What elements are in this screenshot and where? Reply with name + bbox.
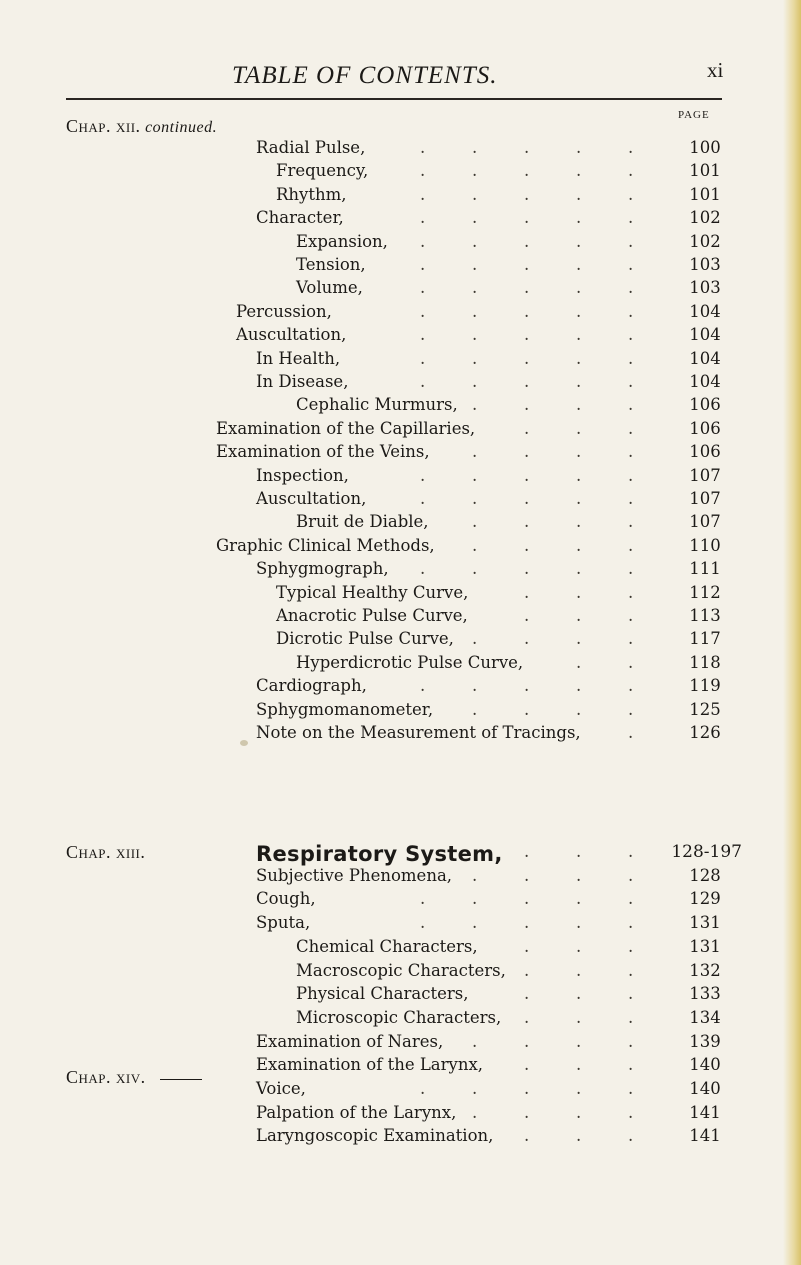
folio: xi <box>707 58 724 82</box>
toc-entry-title: Sputa, <box>256 913 311 933</box>
leader-dot: . <box>524 699 530 719</box>
leader-dot: . <box>420 161 426 181</box>
leader-dot: . <box>472 231 478 251</box>
leader-dot: . <box>628 418 634 438</box>
leader-dot: . <box>576 652 582 672</box>
leader-dot: . <box>576 348 582 368</box>
leader-dot: . <box>472 465 478 485</box>
leader-dot: . <box>524 395 530 415</box>
toc-entry-page: 128-197 <box>671 842 742 862</box>
leader-dot: . <box>524 512 530 532</box>
toc-entry-title: Cephalic Murmurs, <box>296 395 458 415</box>
toc-entry <box>0 984 801 1008</box>
leader-dot: . <box>628 442 634 462</box>
toc-entry <box>0 372 801 396</box>
toc-entry-page: 107 <box>689 489 721 508</box>
leader-dot: . <box>628 535 634 555</box>
toc-entry-title: Graphic Clinical Methods, <box>216 535 435 555</box>
toc-entry <box>0 653 801 677</box>
leader-dot: . <box>524 582 530 602</box>
toc-entry <box>0 232 801 256</box>
toc-entry-page: 140 <box>689 1079 721 1098</box>
toc-entry-page: 139 <box>689 1031 721 1051</box>
leader-dot: . <box>472 255 478 274</box>
toc-entry <box>0 325 801 349</box>
toc-entry-page: 100 <box>689 138 721 157</box>
toc-entry-page: 103 <box>689 278 721 298</box>
leader-dot: . <box>628 1079 634 1098</box>
leader-dot: . <box>576 301 582 321</box>
leader-dot: . <box>628 138 634 157</box>
toc-entry <box>0 961 801 985</box>
toc-entry-page: 119 <box>689 676 721 696</box>
toc-entry-page: 107 <box>689 512 721 532</box>
leader-dot: . <box>628 984 634 1004</box>
toc-entry-page: 118 <box>689 652 721 672</box>
leader-dot: . <box>576 1055 582 1075</box>
toc-entry-page: 126 <box>689 723 721 742</box>
toc-entry-title: Rhythm, <box>276 184 347 204</box>
page-title: TABLE OF CONTENTS. <box>232 62 498 89</box>
leader-dot: . <box>524 889 530 909</box>
toc-entry-page: 141 <box>689 1102 721 1122</box>
leader-dot: . <box>420 1079 426 1098</box>
leader-dot: . <box>628 325 634 345</box>
toc-entry-page: 131 <box>689 936 721 956</box>
leader-dot: . <box>524 301 530 321</box>
leader-dot: . <box>524 1079 530 1098</box>
toc-entry-title: Macroscopic Characters, <box>296 960 506 980</box>
leader-dot: . <box>576 865 582 885</box>
leader-dot: . <box>576 489 582 508</box>
leader-dot: . <box>420 231 426 251</box>
toc-entry-page: 102 <box>689 208 721 228</box>
leader-dot: . <box>420 208 426 228</box>
chapter-number: Chap. xiv. <box>66 1067 146 1087</box>
leader-dot: . <box>628 278 634 298</box>
toc-entry-title: Cough, <box>256 889 316 909</box>
toc-entry <box>0 1032 801 1056</box>
chapter-continued: continued. <box>145 119 218 136</box>
leader-dot: . <box>576 395 582 415</box>
toc-entry-title: Radial Pulse, <box>256 138 366 157</box>
toc-entry-title: Subjective Phenomena, <box>256 865 453 885</box>
toc-entry-title: Cardiograph, <box>256 676 367 696</box>
leader-dot: . <box>576 1126 582 1146</box>
leader-dot: . <box>524 161 530 181</box>
leader-dot: . <box>472 184 478 204</box>
leader-dot: . <box>524 1055 530 1075</box>
toc-entry-title: Anacrotic Pulse Curve, <box>276 606 468 625</box>
leader-dot: . <box>420 489 426 508</box>
leader-dot: . <box>628 582 634 602</box>
leader-dot: . <box>524 559 530 579</box>
toc-entry <box>0 723 801 747</box>
toc-entry-title: Percussion, <box>236 301 332 321</box>
toc-entry <box>0 889 801 913</box>
leader-dot: . <box>628 208 634 228</box>
toc-entry-title: Physical Characters, <box>296 984 469 1004</box>
leader-dot: . <box>628 652 634 672</box>
toc-entry-title: Examination of Nares, <box>256 1031 444 1051</box>
leader-dot: . <box>628 936 634 956</box>
leader-dot: . <box>524 936 530 956</box>
toc-entry <box>0 349 801 373</box>
toc-entry-page: 107 <box>689 465 721 485</box>
toc-entry <box>0 185 801 209</box>
toc-entry-title: Sphygmograph, <box>256 559 389 579</box>
toc-entry-title: Voice, <box>256 1079 306 1098</box>
leader-dot: . <box>472 559 478 579</box>
leader-dot: . <box>524 208 530 228</box>
leader-dot: . <box>420 465 426 485</box>
leader-dot: . <box>576 535 582 555</box>
leader-dot: . <box>576 184 582 204</box>
leader-dot: . <box>576 325 582 345</box>
head-rule <box>66 98 722 100</box>
toc-entry-title: Palpation of the Larynx, <box>256 1102 457 1122</box>
toc-entry-page: 131 <box>689 913 721 933</box>
chapter-number: Chap. xii. <box>66 116 141 136</box>
toc-entry-title: Tension, <box>296 255 366 274</box>
toc-entry <box>0 1079 801 1103</box>
toc-entry-title: Inspection, <box>256 465 349 485</box>
leader-dot: . <box>628 184 634 204</box>
leader-dot: . <box>628 1007 634 1027</box>
leader-dot: . <box>472 325 478 345</box>
leader-dot: . <box>420 348 426 368</box>
leader-dot: . <box>628 960 634 980</box>
toc-entry-page: 103 <box>689 255 721 274</box>
leader-dot: . <box>472 699 478 719</box>
leader-dot: . <box>628 723 634 742</box>
leader-dot: . <box>524 1031 530 1051</box>
leader-dot: . <box>472 512 478 532</box>
toc-entry-title: In Disease, <box>256 372 349 391</box>
leader-dot: . <box>576 208 582 228</box>
toc-entry-page: 141 <box>689 1126 721 1146</box>
leader-dot: . <box>472 629 478 649</box>
toc-entry <box>0 278 801 302</box>
toc-entry <box>0 1103 801 1127</box>
toc-entry <box>0 161 801 185</box>
leader-dot: . <box>576 442 582 462</box>
toc-entry <box>0 606 801 630</box>
toc-entry-page: 113 <box>689 606 721 625</box>
toc-entry <box>0 866 801 890</box>
chapter-label-xii <box>66 116 217 137</box>
leader-dot: . <box>628 699 634 719</box>
toc-entry <box>0 512 801 536</box>
leader-dot: . <box>524 278 530 298</box>
toc-entry <box>0 913 801 937</box>
leader-dot: . <box>576 913 582 933</box>
toc-entry <box>0 419 801 443</box>
leader-dot: . <box>472 348 478 368</box>
toc-entry-title: Volume, <box>296 278 363 298</box>
leader-dot: . <box>524 960 530 980</box>
leader-dot: . <box>472 278 478 298</box>
leader-dot: . <box>420 913 426 933</box>
toc-entry-page: 110 <box>689 535 721 555</box>
leader-dot: . <box>472 301 478 321</box>
toc-entry-page: 128 <box>689 865 721 885</box>
toc-entry-page: 102 <box>689 231 721 251</box>
leader-dot: . <box>576 138 582 157</box>
leader-dot: . <box>420 255 426 274</box>
leader-dot: . <box>576 889 582 909</box>
leader-dot: . <box>524 325 530 345</box>
leader-dot: . <box>628 865 634 885</box>
leader-dot: . <box>628 1031 634 1051</box>
toc-entry <box>0 937 801 961</box>
toc-entry <box>0 442 801 466</box>
leader-dot: . <box>524 418 530 438</box>
leader-dot: . <box>524 465 530 485</box>
toc-entry-title: Dicrotic Pulse Curve, <box>276 629 454 649</box>
toc-entry-page: 104 <box>689 301 721 321</box>
leader-dot: . <box>472 1079 478 1098</box>
leader-dot: . <box>576 842 582 861</box>
toc-entry <box>0 676 801 700</box>
leader-dot: . <box>420 372 426 391</box>
leader-dot: . <box>524 1007 530 1027</box>
toc-entry <box>0 629 801 653</box>
leader-dot: . <box>628 395 634 415</box>
leader-dot: . <box>472 138 478 157</box>
toc-entry-page: 140 <box>689 1055 721 1075</box>
toc-entry-page: 125 <box>689 699 721 719</box>
toc-entry-title: Auscultation, <box>256 489 367 508</box>
leader-dot: . <box>420 559 426 579</box>
leader-dot: . <box>420 278 426 298</box>
leader-dot: . <box>628 676 634 696</box>
leader-dot: . <box>576 1079 582 1098</box>
leader-dot: . <box>524 984 530 1004</box>
leader-dot: . <box>576 629 582 649</box>
toc-entry <box>0 583 801 607</box>
leader-dot: . <box>472 1031 478 1051</box>
leader-dot: . <box>576 465 582 485</box>
leader-dot: . <box>472 372 478 391</box>
leader-dot: . <box>472 489 478 508</box>
leader-dot: . <box>628 889 634 909</box>
leader-dot: . <box>576 699 582 719</box>
leader-dot: . <box>472 395 478 415</box>
leader-dot: . <box>576 1102 582 1122</box>
leader-dot: . <box>524 629 530 649</box>
toc-entry-title: Note on the Measurement of Tracings, <box>256 723 581 742</box>
leader-dot: . <box>628 231 634 251</box>
leader-dot: . <box>576 418 582 438</box>
leader-dot: . <box>576 1031 582 1051</box>
leader-dot: . <box>628 842 634 861</box>
toc-entry-title: Typical Healthy Curve, <box>276 582 469 602</box>
page-column-label: PAGE <box>678 109 710 121</box>
toc-entry <box>0 395 801 419</box>
toc-entry-title: Examination of the Capillaries, <box>216 418 476 438</box>
leader-dot: . <box>628 161 634 181</box>
toc-entry-title: In Health, <box>256 348 341 368</box>
toc-entry-title: Bruit de Diable, <box>296 512 429 532</box>
toc-entry-title: Auscultation, <box>236 325 347 345</box>
leader-dot: . <box>472 442 478 462</box>
section-title: Respiratory System, <box>256 842 503 866</box>
toc-entry-page: 101 <box>689 184 721 204</box>
paper-stain <box>240 740 248 746</box>
toc-entry <box>0 208 801 232</box>
toc-entry-page: 112 <box>689 582 721 602</box>
leader-dot: . <box>576 255 582 274</box>
leader-dot: . <box>524 184 530 204</box>
leader-dot: . <box>420 676 426 696</box>
leader-dot: . <box>628 1102 634 1122</box>
leader-dot: . <box>472 161 478 181</box>
leader-dot: . <box>576 231 582 251</box>
leader-dot: . <box>472 208 478 228</box>
leader-dot: . <box>628 559 634 579</box>
leader-dot: . <box>576 1007 582 1027</box>
leader-dot: . <box>628 301 634 321</box>
leader-dot: . <box>524 865 530 885</box>
leader-dot: . <box>576 984 582 1004</box>
leader-dot: . <box>576 372 582 391</box>
leader-dot: . <box>524 535 530 555</box>
leader-dot: . <box>524 676 530 696</box>
leader-dot: . <box>628 255 634 274</box>
leader-dot: . <box>628 512 634 532</box>
toc-entry-title: Microscopic Characters, <box>296 1007 502 1027</box>
toc-entry-title: Hyperdicrotic Pulse Curve, <box>296 652 524 672</box>
leader-dot: . <box>472 865 478 885</box>
toc-entry-title: Character, <box>256 208 344 228</box>
leader-dot: . <box>628 465 634 485</box>
leader-dot: . <box>628 372 634 391</box>
toc-entry-page: 129 <box>689 889 721 909</box>
toc-entry-page: 104 <box>689 372 721 391</box>
leader-dot: . <box>524 348 530 368</box>
leader-dot: . <box>472 535 478 555</box>
toc-entry <box>0 302 801 326</box>
toc-entry <box>0 138 801 162</box>
toc-entry-page: 133 <box>689 984 721 1004</box>
toc-entry <box>0 536 801 560</box>
toc-entry-title: Chemical Characters, <box>296 936 478 956</box>
toc-entry <box>0 700 801 724</box>
leader-dot: . <box>472 676 478 696</box>
leader-dot: . <box>628 606 634 625</box>
toc-entry <box>0 1008 801 1032</box>
toc-entry-title: Sphygmomanometer, <box>256 699 434 719</box>
leader-dot: . <box>524 255 530 274</box>
leader-dot: . <box>576 512 582 532</box>
toc-entry <box>0 842 801 866</box>
toc-entry-page: 111 <box>689 559 721 579</box>
toc-entry-page: 106 <box>689 395 721 415</box>
leader-dot: . <box>524 372 530 391</box>
leader-dot: . <box>472 889 478 909</box>
leader-dot: . <box>576 582 582 602</box>
leader-dot: . <box>524 138 530 157</box>
leader-dot: . <box>524 442 530 462</box>
toc-entry-page: 106 <box>689 418 721 438</box>
leader-dot: . <box>576 960 582 980</box>
leader-dot: . <box>472 913 478 933</box>
toc-entry-page: 117 <box>689 629 721 649</box>
leader-dot: . <box>628 1055 634 1075</box>
leader-dot: . <box>628 629 634 649</box>
leader-dot: . <box>524 489 530 508</box>
leader-dot: . <box>576 278 582 298</box>
toc-entry-title: Laryngoscopic Examination, <box>256 1126 494 1146</box>
toc-entry-title: Examination of the Veins, <box>216 442 430 462</box>
toc-entry <box>0 489 801 513</box>
toc-entry-page: 104 <box>689 348 721 368</box>
leader-dot: . <box>524 913 530 933</box>
leader-dot: . <box>420 138 426 157</box>
leader-dot: . <box>628 489 634 508</box>
toc-entry <box>0 1126 801 1150</box>
leader-dot: . <box>576 936 582 956</box>
toc-entry-page: 106 <box>689 442 721 462</box>
leader-dot: . <box>420 184 426 204</box>
toc-entry-title: Frequency, <box>276 161 369 181</box>
leader-dot: . <box>628 348 634 368</box>
leader-dot: . <box>576 161 582 181</box>
leader-dot: . <box>524 1126 530 1146</box>
leader-dot: . <box>420 301 426 321</box>
toc-entry-page: 132 <box>689 960 721 980</box>
leader-dot: . <box>420 325 426 345</box>
leader-dot: . <box>576 606 582 625</box>
toc-entry-title: Examination of the Larynx, <box>256 1055 484 1075</box>
toc-entry <box>0 559 801 583</box>
leader-dot: . <box>524 1102 530 1122</box>
toc-entry-page: 101 <box>689 161 721 181</box>
toc-entry <box>0 255 801 279</box>
leader-dot: . <box>524 842 530 861</box>
toc-entry <box>0 1055 801 1079</box>
leader-dot: . <box>472 1102 478 1122</box>
leader-dot: . <box>576 676 582 696</box>
toc-entry <box>0 466 801 490</box>
leader-dot: . <box>628 913 634 933</box>
toc-entry-page: 134 <box>689 1007 721 1027</box>
leader-dot: . <box>420 889 426 909</box>
chapter-number: Chap. xiii. <box>66 842 146 862</box>
leader-dot: . <box>524 606 530 625</box>
toc-entry-title: Expansion, <box>296 231 388 251</box>
leader-dot: . <box>628 1126 634 1146</box>
leader-dot: . <box>576 559 582 579</box>
running-head <box>0 52 801 92</box>
leader-dot: . <box>524 231 530 251</box>
toc-entry-page: 104 <box>689 325 721 345</box>
